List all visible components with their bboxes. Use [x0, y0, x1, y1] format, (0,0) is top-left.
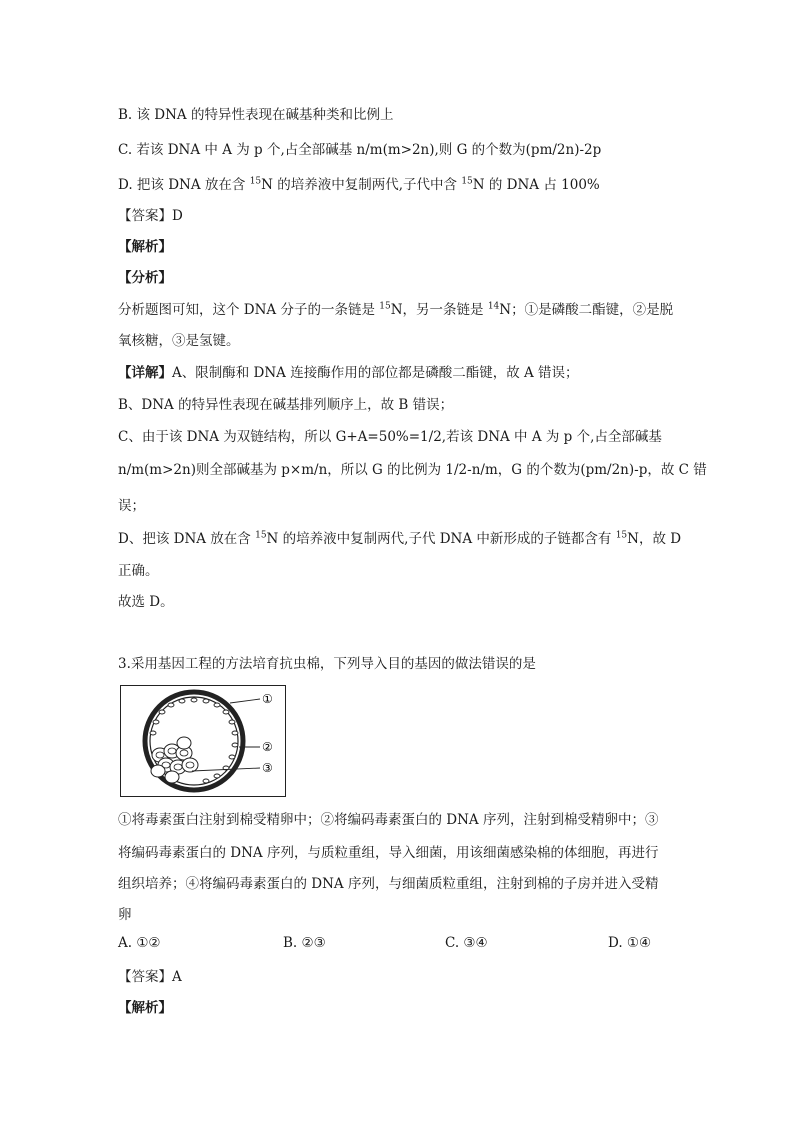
fenxi-line-2-text: 氧核糖，③是氢键。 — [118, 333, 240, 349]
xiangjie-d2-text: 正确。 — [118, 563, 159, 579]
fenxi-part1: 分析题图可知，这个 DNA 分子的一条链是 — [118, 302, 380, 318]
xiangjie-b-text: B、DNA 的特异性表现在碱基排列顺序上，故 B 错误； — [118, 397, 454, 413]
xiangjie-a-text: A、限制酶和 DNA 连接酶作用的部位都是磷酸二酯键，故 A 错误； — [172, 365, 579, 381]
superscript-15: 15 — [461, 176, 473, 187]
fenxi-line-2 — [118, 331, 678, 351]
xiangjie-c2-text: n/m(m>2n)则全部碱基为 p×m/n，所以 G 的比例为 1/2-n/m，G 的个数为(pm/2n)-p，故 C 错 — [118, 462, 707, 478]
xiangjie-line-b — [118, 395, 678, 415]
option-b: B. ②③ — [283, 935, 326, 951]
q3-body-2-text: 将编码毒素蛋白的 DNA 序列，与质粒重组，导入细菌，用该细菌感染棉的体细胞，再进行 — [118, 845, 659, 861]
option-b-line — [118, 105, 678, 125]
fenxi-line-1 — [118, 300, 678, 320]
xiangjie-label: 【详解】 — [118, 365, 172, 381]
xiangjie-line-d2 — [118, 561, 678, 581]
jiexi-heading-2 — [118, 998, 678, 1018]
question-3-options — [118, 935, 678, 955]
option-d-part1: D. 把该 DNA 放在含 — [118, 177, 250, 193]
question-3-body-4 — [118, 905, 678, 925]
answer-text-1: 【答案】D — [118, 208, 183, 224]
question-3-stem — [118, 654, 678, 674]
fenxi-part3: N；①是磷酸二酯键，②是脱 — [499, 302, 674, 318]
option-c-line — [118, 140, 678, 160]
answer-line-1 — [118, 206, 678, 226]
option-c: C. ③④ — [445, 935, 488, 951]
conclusion-text: 故选 D。 — [118, 594, 174, 610]
xiangjie-line-d1 — [118, 529, 682, 549]
conclusion-line — [118, 592, 678, 612]
option-d-line — [118, 175, 678, 195]
xiangjie-d1-part3: N，故 D — [627, 531, 682, 547]
superscript-15: 15 — [379, 301, 391, 312]
q3-body-4-text: 卵 — [118, 907, 132, 923]
xiangjie-d1-part2: N 的培养液中复制两代,子代 DNA 中新形成的子链都含有 — [266, 531, 616, 547]
figure-label-3: ③ — [262, 761, 273, 775]
figure-label-1: ① — [262, 692, 273, 706]
fenxi-part2: N，另一条链是 — [390, 302, 488, 318]
q3-body-1-text: ①将毒素蛋白注射到棉受精卵中；②将编码毒素蛋白的 DNA 序列，注射到棉受精卵中；③ — [118, 812, 659, 828]
jiexi-text-2: 【解析】 — [118, 1000, 172, 1016]
jiexi-text-1: 【解析】 — [118, 239, 172, 255]
answer-text-2: 【答案】A — [118, 969, 182, 985]
xiangjie-line-c2 — [118, 460, 707, 480]
xiangjie-c3-text: 误； — [118, 498, 145, 514]
question-3-body-2 — [118, 843, 678, 863]
superscript-15: 15 — [615, 530, 628, 541]
option-d-part2: N 的培养液中复制两代,子代中含 — [261, 177, 462, 193]
superscript-15: 15 — [249, 176, 262, 187]
jiexi-heading-1 — [118, 237, 678, 257]
option-b-text: B. 该 DNA 的特异性表现在碱基种类和比例上 — [118, 107, 394, 123]
answer-line-2 — [118, 967, 678, 987]
option-d-part3: N 的 DNA 占 100% — [472, 177, 600, 193]
xiangjie-line-a — [118, 363, 678, 383]
question-3-body-1 — [118, 810, 678, 830]
option-d: D. ①④ — [608, 935, 652, 951]
figure-label-2: ② — [262, 740, 273, 754]
superscript-14: 14 — [487, 301, 500, 312]
xiangjie-line-c3 — [118, 496, 678, 516]
fenxi-heading — [118, 268, 678, 288]
question-3-text: 3.采用基因工程的方法培育抗虫棉，下列导入目的基因的做法错误的是 — [118, 656, 536, 672]
xiangjie-line-c1 — [118, 427, 678, 447]
cell-diagram-figure — [120, 685, 286, 797]
option-a: A. ①② — [118, 935, 161, 951]
xiangjie-d1-part1: D、把该 DNA 放在含 — [118, 531, 256, 547]
option-c-text: C. 若该 DNA 中 A 为 p 个,占全部碱基 n/m(m>2n),则 G 的个数为(pm/2n)-2p — [118, 142, 602, 158]
xiangjie-c1-text: C、由于该 DNA 为双链结构，所以 G+A=50%=1/2,若该 DNA 中 A 为 p 个,占全部碱基 — [118, 429, 662, 445]
q3-body-3-text: 组织培养；④将编码毒素蛋白的 DNA 序列，与细菌质粒重组，注射到棉的子房并进入受精 — [118, 876, 659, 892]
question-3-body-3 — [118, 874, 678, 894]
cell-diagram-svg — [120, 685, 286, 797]
superscript-15: 15 — [255, 530, 267, 541]
fenxi-text: 【分析】 — [118, 270, 172, 286]
